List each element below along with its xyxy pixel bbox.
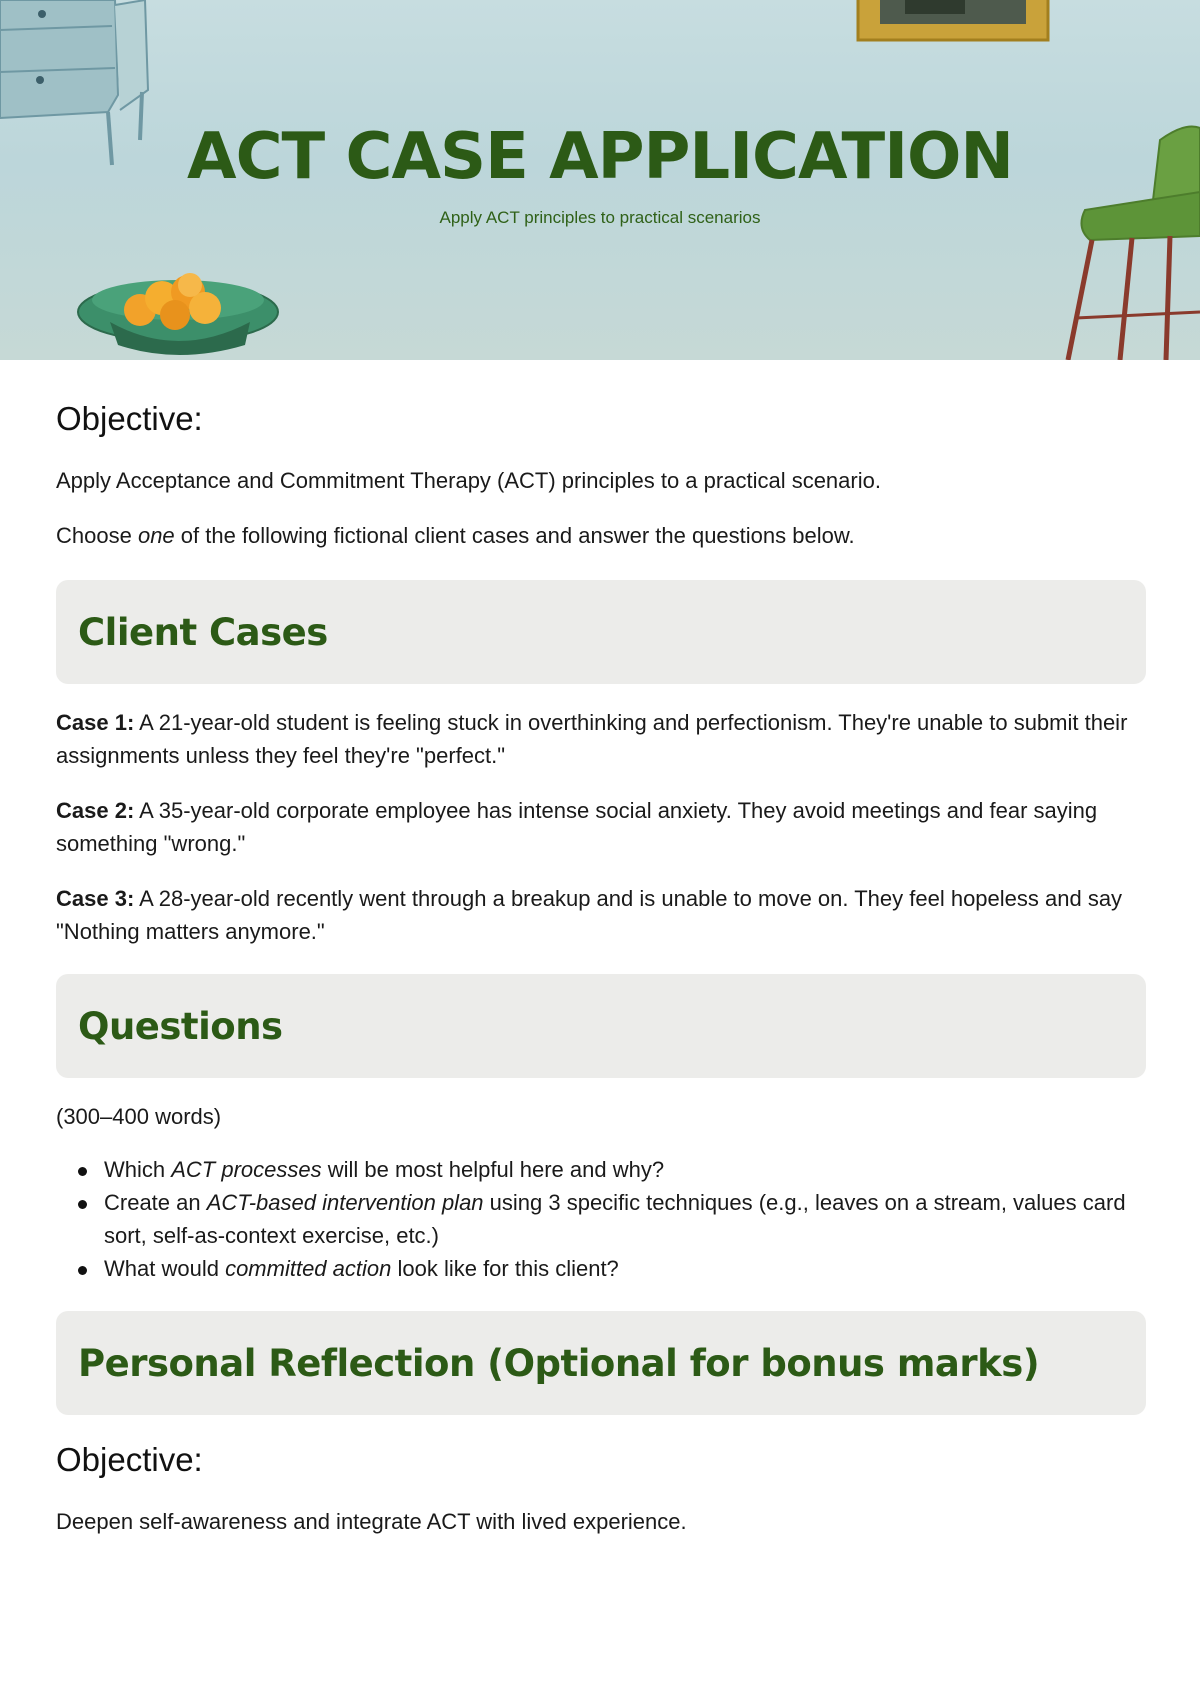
list-item	[104, 1252, 1146, 1285]
client-cases-section-header	[56, 580, 1146, 684]
reflection-objective-heading: Objective:	[56, 1441, 203, 1478]
case-3	[56, 882, 1146, 948]
case-label: Case 2:	[56, 798, 135, 823]
word-count-text: (300–400 words)	[56, 1104, 222, 1129]
question-text: Which	[104, 1157, 172, 1182]
reflection-heading: Personal Reflection (Optional for bonus marks)	[78, 1341, 1040, 1385]
case-2	[56, 794, 1146, 860]
instruction-text-post: of the following fictional client cases and answer the questions below.	[174, 523, 855, 548]
list-item	[104, 1186, 1146, 1252]
picture-frame-illustration	[858, 0, 1048, 40]
question-text: will be most helpful here and why?	[321, 1157, 665, 1182]
case-text: A 35-year-old corporate employee has intense social anxiety. They avoid meetings and fear saying something "wrong."	[56, 798, 1098, 856]
questions-heading: Questions	[78, 1004, 283, 1048]
reflection-objective-text: Deepen self-awareness and integrate ACT with lived experience.	[56, 1509, 687, 1534]
question-text: using 3 specific techniques (e.g., leaves on a stream, values card sort, self-as-context exercise, etc.)	[104, 1190, 1126, 1248]
questions-list	[56, 1153, 1146, 1285]
case-label: Case 1:	[56, 710, 135, 735]
fruit-bowl-illustration	[78, 273, 278, 355]
header-banner	[0, 0, 1200, 360]
instruction-text-emphasis: one	[137, 523, 175, 548]
case-text: A 28-year-old recently went through a breakup and is unable to move on. They feel hopeless and say "Nothing matters anymore."	[56, 886, 1123, 944]
case-1	[56, 706, 1146, 772]
question-text: look like for this client?	[391, 1256, 619, 1281]
document-subtitle: Apply ACT principles to practical scenarios	[439, 208, 761, 227]
question-emphasis: committed action	[225, 1256, 392, 1281]
instruction-text	[56, 519, 1146, 552]
case-text: A 21-year-old student is feeling stuck in overthinking and perfectionism. They're unable to submit their assignments unless they feel they're "perfect."	[56, 710, 1128, 768]
question-text: What would	[104, 1256, 226, 1281]
case-label: Case 3:	[56, 886, 135, 911]
questions-section-header	[56, 974, 1146, 1078]
client-cases-heading: Client Cases	[78, 610, 328, 654]
objective-heading: Objective:	[56, 400, 203, 437]
question-emphasis: ACT processes	[171, 1157, 322, 1182]
document-title: ACT CASE APPLICATION	[187, 120, 1013, 194]
instruction-text-pre: Choose	[56, 523, 138, 548]
question-text: Create an	[104, 1190, 207, 1215]
reflection-section-header	[56, 1311, 1146, 1415]
objective-text: Apply Acceptance and Commitment Therapy (ACT) principles to a practical scenario.	[56, 468, 881, 493]
question-emphasis: ACT-based intervention plan	[206, 1190, 484, 1215]
list-item	[104, 1153, 1146, 1186]
document-body	[56, 360, 1146, 1538]
